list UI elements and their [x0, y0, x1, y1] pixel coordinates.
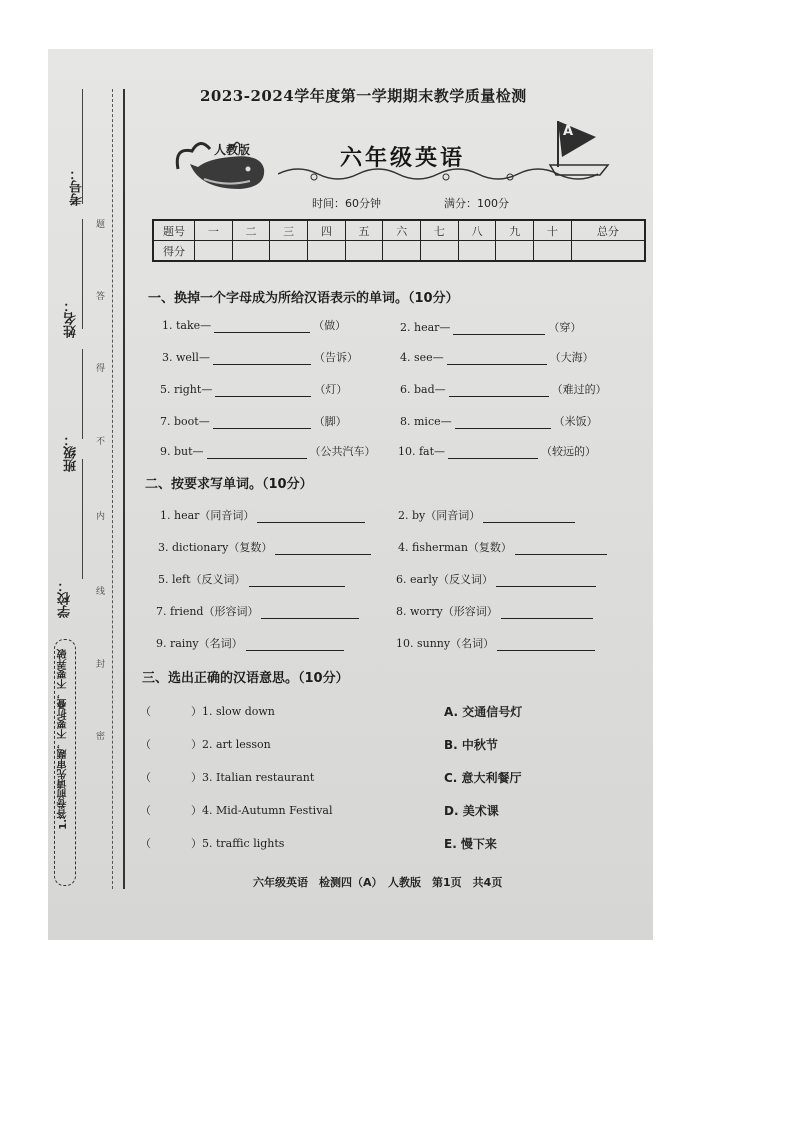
seal-char: 内	[96, 512, 106, 522]
score-label: 得分	[153, 241, 195, 262]
s2-item-5: 5. left（反义词）	[158, 571, 348, 587]
whale-logo-icon	[170, 129, 270, 199]
seal-char: 答	[96, 292, 106, 302]
s1-item-8: 8. mice— （米饭）	[400, 415, 598, 428]
s2-item-9: 9. rainy（名词）	[156, 635, 347, 651]
score-cell[interactable]	[345, 241, 383, 262]
subject-title: 六年级英语	[340, 146, 466, 171]
s2-item-6: 6. early（反义词）	[396, 571, 599, 587]
s3-item-3: （ ）3. Italian restaurant	[140, 771, 315, 784]
s1-item-10: 10. fat— （较远的）	[398, 445, 597, 458]
s2-item-2: 2. by（同音词）	[398, 507, 578, 523]
s3-item-5: （ ）5. traffic lights	[140, 837, 285, 850]
exam-paper	[48, 49, 653, 940]
s1-item-4: 4. see— （大海）	[400, 351, 594, 364]
s3-item-4: （ ）4. Mid-Autumn Festival	[140, 804, 333, 817]
score-cell[interactable]	[232, 241, 270, 262]
school-line	[82, 459, 83, 579]
binding-line	[123, 89, 125, 889]
s3-item-1: （ ）1. slow down	[140, 705, 275, 718]
s2-item-10: 10. sunny（名词）	[396, 635, 598, 651]
score-table-row-header	[153, 220, 645, 241]
seal-char: 密	[96, 732, 106, 742]
answer-blank[interactable]	[213, 364, 311, 365]
full-score-label: 满分：100分	[444, 197, 509, 210]
score-cell[interactable]	[270, 241, 308, 262]
s2-item-3: 3. dictionary（复数）	[158, 539, 374, 555]
score-cell[interactable]	[383, 241, 421, 262]
page-footer: 六年级英语 检测四（A） 人教版 第1页 共4页	[253, 876, 503, 889]
answer-blank[interactable]	[515, 554, 607, 555]
score-cell[interactable]	[195, 241, 233, 262]
s2-item-7: 7. friend（形容词）	[156, 603, 362, 619]
s1-item-2: 2. hear— （穿）	[400, 321, 582, 334]
school-label: 学校：	[58, 579, 73, 618]
seal-char: 封	[96, 660, 106, 670]
sailboat-flag-icon	[548, 115, 618, 177]
answer-blank[interactable]	[483, 522, 575, 523]
s1-item-5: 5. right— （灯）	[160, 383, 348, 396]
answer-blank[interactable]	[455, 428, 551, 429]
s3-option-a: A. 交通信号灯	[444, 705, 523, 719]
s1-item-7: 7. boot— （脚）	[160, 415, 347, 428]
seal-char: 题	[96, 220, 106, 230]
s2-item-4: 4. fisherman（复数）	[398, 539, 610, 555]
answer-blank[interactable]	[275, 554, 371, 555]
answer-blank[interactable]	[215, 396, 311, 397]
table-cell: 三	[270, 220, 308, 241]
seal-char: 不	[96, 437, 106, 447]
question-number-label: 题号	[153, 220, 195, 241]
answer-blank[interactable]	[249, 586, 345, 587]
answer-blank[interactable]	[496, 586, 596, 587]
answer-blank[interactable]	[449, 396, 549, 397]
section-1-title: 一、换掉一个字母成为所给汉语表示的单词。（10分）	[148, 291, 459, 306]
s1-item-6: 6. bad— （难过的）	[400, 383, 607, 396]
answer-blank[interactable]	[257, 522, 365, 523]
answer-blank[interactable]	[497, 650, 595, 651]
class-label: 班级：	[64, 433, 79, 472]
s3-item-2: （ ）2. art lesson	[140, 738, 271, 751]
answer-blank[interactable]	[246, 650, 344, 651]
score-cell[interactable]	[458, 241, 496, 262]
answer-blank[interactable]	[207, 458, 307, 459]
s1-item-9: 9. but— （公共汽车）	[160, 445, 376, 458]
table-cell: 一	[195, 220, 233, 241]
table-cell: 二	[232, 220, 270, 241]
notice-text: 1.答卷前请先审题，不要折叠，不要弄破	[58, 649, 69, 830]
table-cell: 总分	[571, 220, 645, 241]
answer-blank[interactable]	[213, 428, 311, 429]
time-label: 时间：60分钟	[312, 197, 381, 210]
table-cell: 六	[383, 220, 421, 241]
seal-char: 得	[96, 364, 106, 374]
table-cell: 四	[308, 220, 346, 241]
table-cell: 十	[534, 220, 572, 241]
s1-item-1: 1. take— （做）	[162, 319, 347, 332]
section-2-title: 二、按要求写单词。（10分）	[145, 477, 313, 492]
s3-option-b: B. 中秋节	[444, 738, 498, 752]
binding-dashed-line	[112, 89, 113, 889]
exam-header-title: 2023-2024学年度第一学期期末教学质量检测	[200, 87, 527, 105]
score-table-row-score	[153, 241, 645, 262]
answer-blank[interactable]	[501, 618, 593, 619]
score-cell[interactable]	[421, 241, 459, 262]
table-cell: 七	[421, 220, 459, 241]
score-cell[interactable]	[496, 241, 534, 262]
flag-letter: A	[563, 124, 574, 139]
answer-blank[interactable]	[214, 332, 310, 333]
table-cell: 九	[496, 220, 534, 241]
answer-blank[interactable]	[447, 364, 547, 365]
exam-number-label: 考号：	[70, 167, 85, 206]
seal-char: 线	[96, 587, 106, 597]
s3-option-d: D. 美术课	[444, 804, 499, 818]
s1-item-3: 3. well— （告诉）	[162, 351, 358, 364]
name-label: 姓名：	[64, 299, 79, 338]
class-line	[82, 349, 83, 439]
table-cell: 八	[458, 220, 496, 241]
answer-blank[interactable]	[261, 618, 359, 619]
section-3-title: 三、选出正确的汉语意思。（10分）	[142, 671, 349, 686]
s2-item-8: 8. worry（形容词）	[396, 603, 596, 619]
answer-blank[interactable]	[453, 334, 545, 335]
score-table	[152, 219, 646, 262]
score-cell[interactable]	[308, 241, 346, 262]
answer-blank[interactable]	[448, 458, 538, 459]
s2-item-1: 1. hear（同音词）	[160, 507, 368, 523]
s3-option-e: E. 慢下来	[444, 837, 497, 851]
s3-option-c: C. 意大利餐厅	[444, 771, 522, 785]
score-cell[interactable]	[571, 241, 645, 262]
name-line	[82, 219, 83, 329]
edition-label: 人教版	[214, 143, 251, 157]
score-cell[interactable]	[534, 241, 572, 262]
table-cell: 五	[345, 220, 383, 241]
